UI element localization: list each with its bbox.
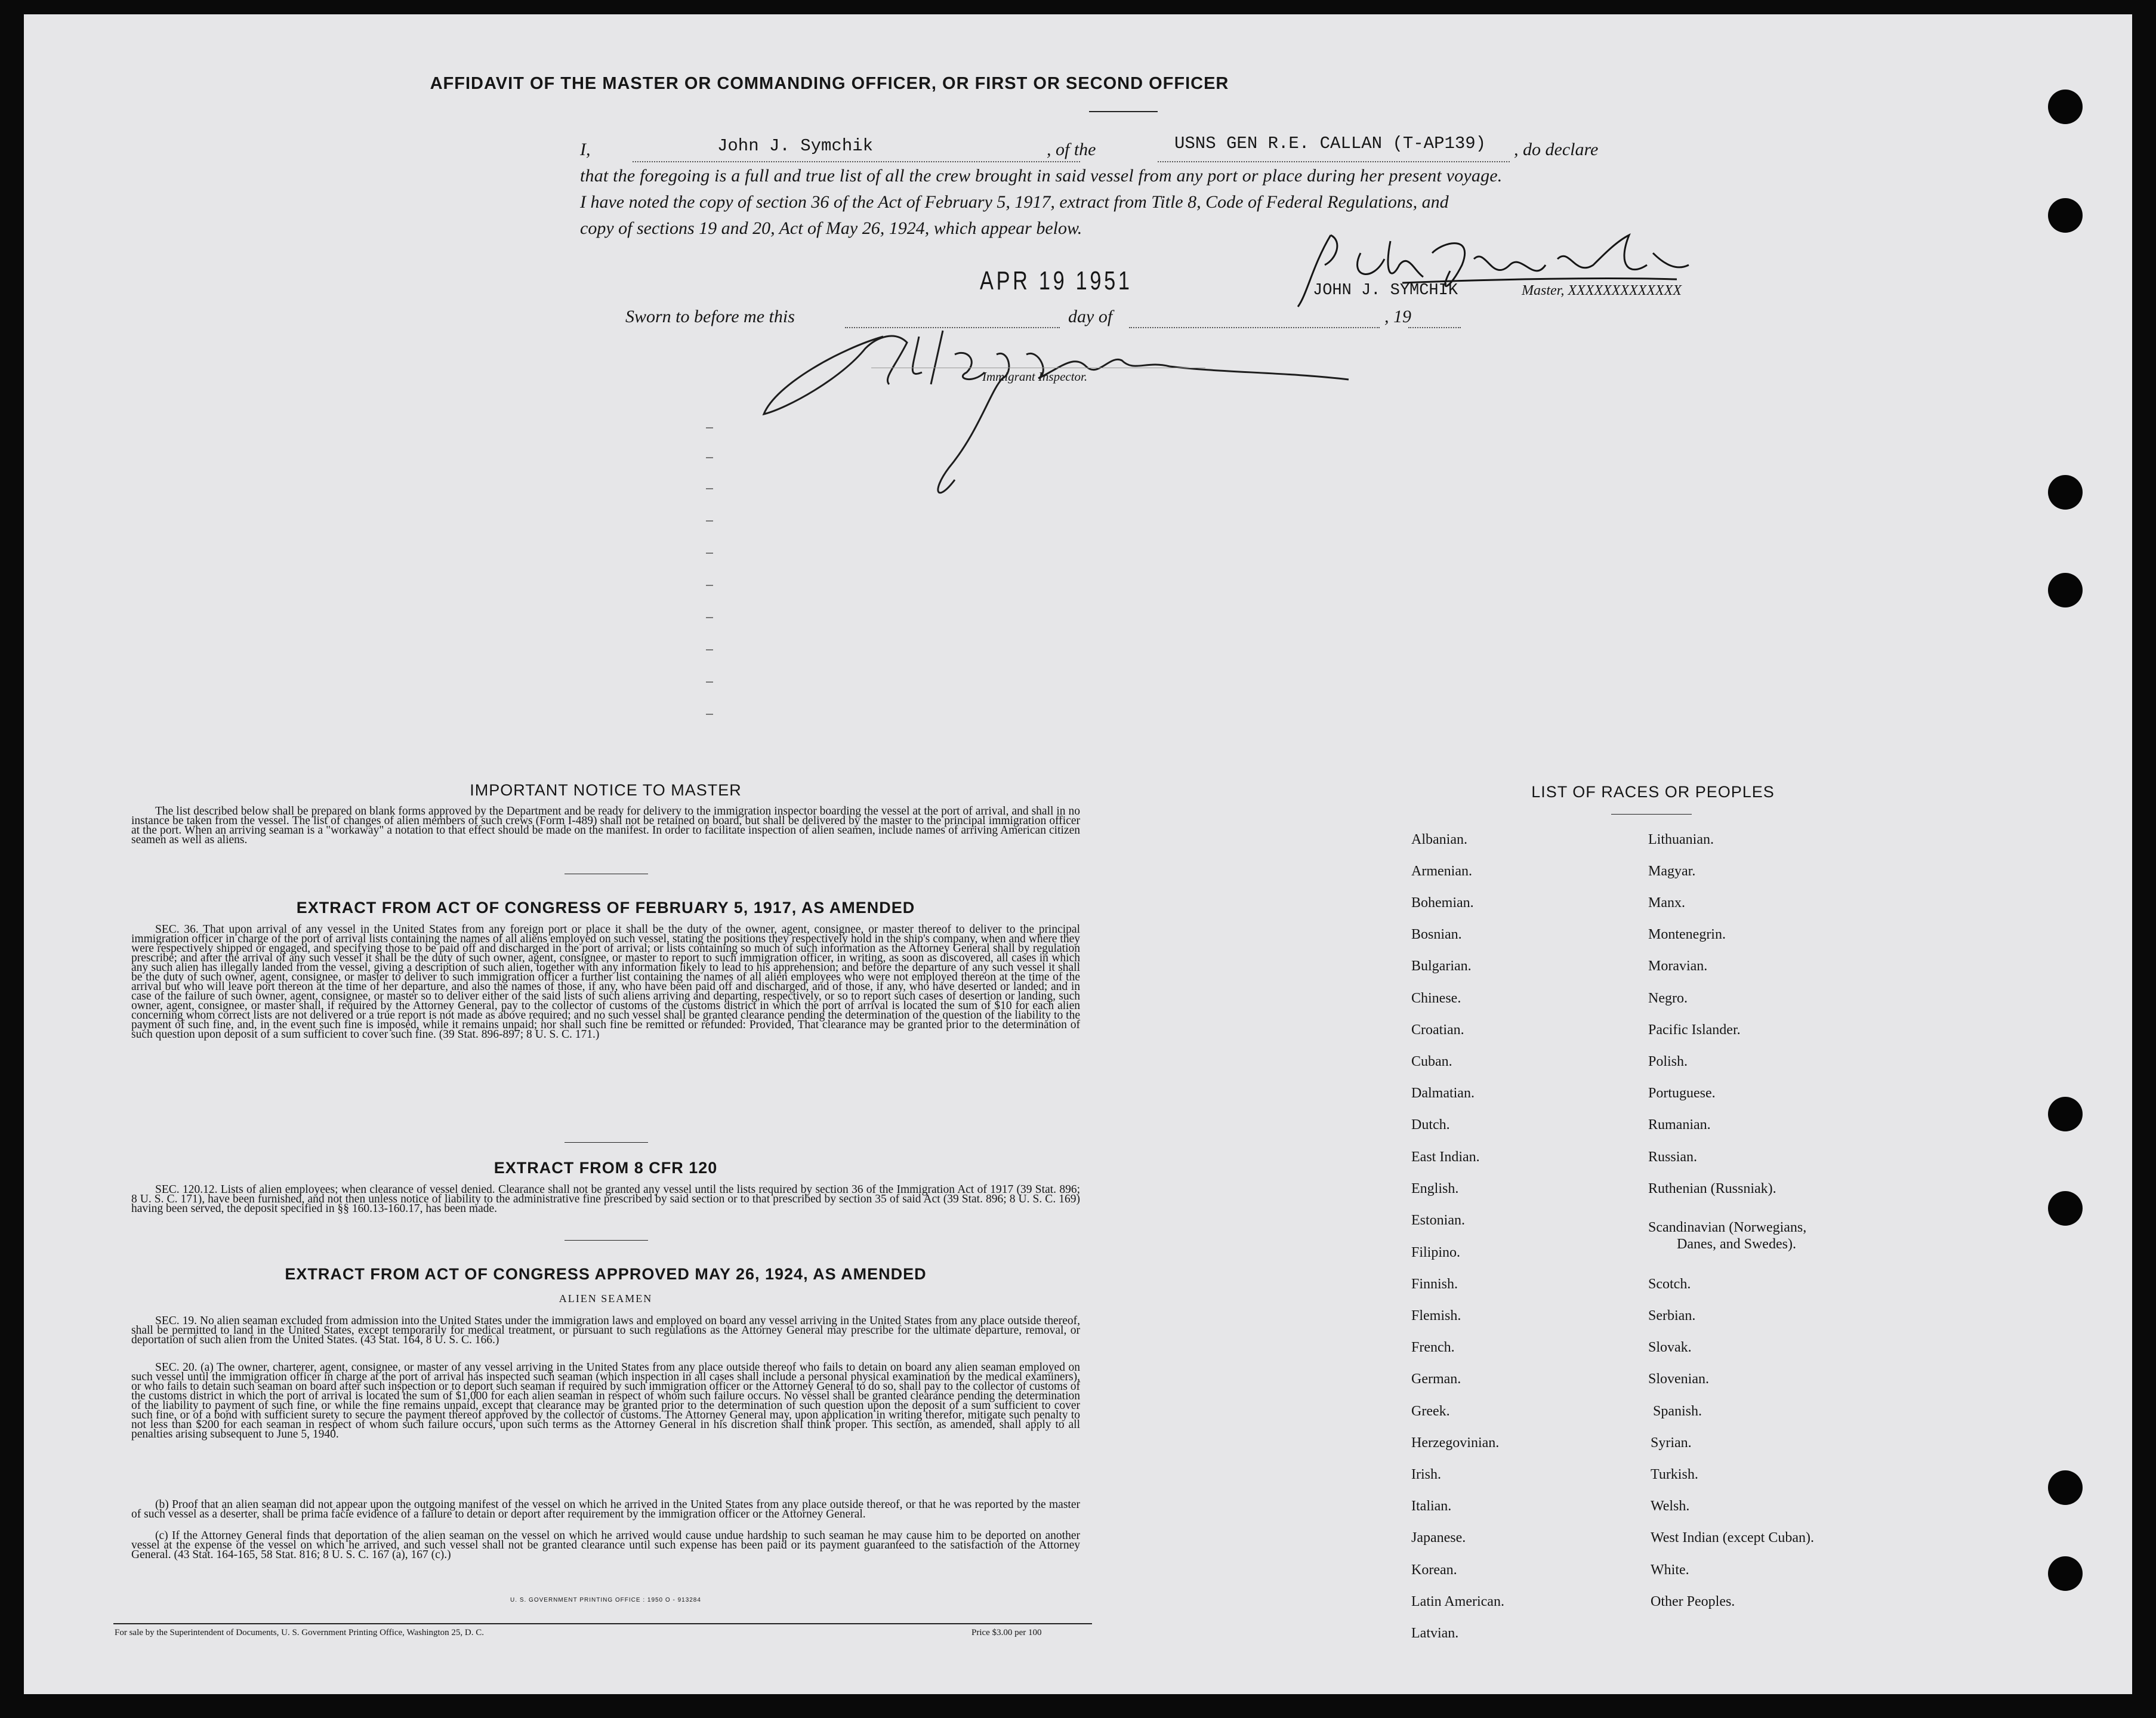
race-item: Bosnian. xyxy=(1411,927,1462,942)
sworn-year-label: , 19 xyxy=(1384,307,1411,326)
alien-seamen-subtitle: ALIEN SEAMEN xyxy=(559,1293,653,1304)
extract-cfr-title: EXTRACT FROM 8 CFR 120 xyxy=(493,1159,718,1177)
vessel-name: USNS GEN R.E. CALLAN (T-AP139) xyxy=(1174,134,1486,153)
footer-sale-text: For sale by the Superintendent of Documents, U. S. Government Printing Office, Washington 25, D. C. xyxy=(115,1628,484,1637)
race-item: Armenian. xyxy=(1411,863,1472,879)
race-item: Scotch. xyxy=(1648,1276,1691,1292)
race-item: Latin American. xyxy=(1411,1594,1504,1609)
race-item: East Indian. xyxy=(1411,1149,1480,1165)
binder-hole xyxy=(2048,1097,2083,1131)
line1-prefix: I, xyxy=(580,140,591,159)
dash-mark xyxy=(706,427,713,428)
races-title: LIST OF RACES OR PEOPLES xyxy=(1531,783,1775,801)
sec20b-body: (b) Proof that an alien seaman did not appear upon the outgoing manifest of the vessel on which he arrived in the United States from any place outside thereof, or that he was reported by the master of such vessel as a deserter, shall be prima facie evidence of a failure to detain or deport after requirement by the immigration officer or the Attorney General. xyxy=(131,1498,1080,1520)
race-item: Greek. xyxy=(1411,1404,1450,1419)
sec19-body: SEC. 19. No alien seaman excluded from admission into the United States under the immigration laws and employed on board any vessel arriving in the United States from any place outside thereof, shall be permitted to land in the United States, except temporarily for medical treatment, or pursuant to such regulations as the Attorney General may prescribe for the ultimate departure, removal, or deportation of such alien from the United States. (43 Stat. 164, 8 U. S. C. 166.) xyxy=(131,1315,1080,1346)
form-page xyxy=(24,14,2132,1694)
binder-hole xyxy=(2048,475,2083,510)
race-item: Manx. xyxy=(1648,895,1685,911)
extract-1917-title: EXTRACT FROM ACT OF CONGRESS OF FEBRUARY 5, 1917, AS AMENDED xyxy=(296,899,915,917)
race-item: Flemish. xyxy=(1411,1308,1461,1324)
dash-mark xyxy=(706,520,713,522)
title-rule xyxy=(1089,111,1158,112)
typed-signer-name: JOHN J. SYMCHIK xyxy=(1313,282,1458,300)
race-item: Irish. xyxy=(1411,1467,1441,1482)
footer-rule xyxy=(113,1623,1092,1624)
affidavit-line-4: copy of sections 19 and 20, Act of May 26, 1924, which appear below. xyxy=(580,218,1082,238)
dash-mark xyxy=(706,617,713,618)
race-item: Croatian. xyxy=(1411,1022,1464,1038)
dash-mark xyxy=(706,488,713,489)
race-item: Montenegrin. xyxy=(1648,927,1726,942)
race-item: French. xyxy=(1411,1340,1455,1355)
line1-suffix: , do declare xyxy=(1514,140,1599,159)
extract-1924-title: EXTRACT FROM ACT OF CONGRESS APPROVED MAY 26, 1924, AS AMENDED xyxy=(285,1265,927,1283)
race-item: Filipino. xyxy=(1411,1245,1461,1260)
race-item: English. xyxy=(1411,1181,1459,1196)
race-item: Dutch. xyxy=(1411,1117,1450,1133)
race-item: Spanish. xyxy=(1653,1404,1702,1419)
officer-name: John J. Symchik xyxy=(717,136,874,156)
race-item: Bulgarian. xyxy=(1411,958,1472,974)
sec20a-body: SEC. 20. (a) The owner, charterer, agent, consignee, or master of any vessel arriving in the United States from any place outside thereof who fails to detain on board any alien seaman employed on such vessel until the immigration officer in charge at the port of arrival has inspected such seaman (which inspection in all cases shall include a personal physical examination by the medical examiners), or who fails to detain such seaman on board after such inspection or to deport such seaman if required by such immigration officer or the Attorney General to do so, shall pay to the collector of customs of the customs district in which the port of arrival is located the sum of $1,000 for each alien seaman in respect of whom such failure occurs. No vessel shall be granted clearance pending the determination of the liability to payment of such fine, or while the fine remains unpaid, except that clearance may be granted prior to the determination of such question upon the deposit of a sum sufficient to cover such fine, or of a bond with sufficient surety to secure the payment thereof approved by the collector of customs. The Attorney General may, upon application in writing therefor, mitigate such penalty to not less than $200 for each seaman in respect of whom such failure occurs, upon such terms as the Attorney General in his discretion shall think proper. This section, as amended, shall apply to all penalties arising subsequent to June 5, 1940. xyxy=(131,1361,1080,1441)
binder-hole xyxy=(2048,1556,2083,1591)
master-title-label: Master, XXXXXXXXXXXXX xyxy=(1522,283,1682,298)
dash-mark xyxy=(706,714,713,715)
dash-mark xyxy=(706,553,713,554)
extract-cfr-body: SEC. 120.12. Lists of alien employees; when clearance of vessel denied. Clearance shall not be granted any vessel until the lists required by section 36 of the Immigration Act of 1917 (39 Stat. 896; 8 U. S. C. 171), have been furnished, and not then unless notice of liability to the administrative fine prescribed by said section or to that prescribed by section 35 of said Act (39 Stat. 896; 8 U. S. C. 169) having been served, the deposit specified in §§ 160.13-160.17, has been made. xyxy=(131,1183,1080,1215)
race-item: Slovak. xyxy=(1648,1340,1692,1355)
race-item: Negro. xyxy=(1648,991,1688,1006)
year-blank xyxy=(1408,327,1461,328)
race-item: Serbian. xyxy=(1648,1308,1696,1324)
race-item: Turkish. xyxy=(1651,1467,1698,1482)
race-item: White. xyxy=(1651,1562,1689,1578)
race-item: Estonian. xyxy=(1411,1213,1465,1228)
extract-1917-body: SEC. 36. That upon arrival of any vessel in the United States from any foreign port or place it shall be the duty of the owner, agent, consignee, or master thereof to deliver to the principal immigration officer in charge of the port of arrival lists containing the names of all aliens employed on such vessel, stating the positions they respectively hold in the ship's company, when and where they were respectively shipped or engaged, and specifying those to be paid off and discharged in the port of arrival; or lists containing so much of such information as the Attorney General shall by regulation prescribe; and after the arrival of any such vessel it shall be the duty of such owner, agent, consignee, or master to report to such immigration officer, in writing, as soon as discovered, all cases in which any such alien has illegally landed from the vessel, giving a description of such alien, together with any information likely to lead to his apprehension; and before the departure of any such vessel it shall be the duty of such owner, agent, consignee, or master to deliver to such immigration officer a further list containing the names of all alien employees who were not employed thereon at the time of the arrival but who will leave port thereon at the time of her departure, and also the names of those, if any, who have been paid off and discharged, and of those, if any, who have deserted or landed; and in case of the failure of such owner, agent, consignee, or master so to deliver either of the said lists of such aliens arriving and departing, respectively, or so to report such cases of desertion or landing, such owner, agent, consignee, or master shall, if required by the Attorney General, pay to the collector of customs of the customs district in which the port of arrival is located the sum of $10 for each alien concerning whom correct lists are not delivered or a true report is not made as above required; and no such vessel shall be granted clearance pending the determination of the question of the liability to the payment of such fine, and, in the event such fine is imposed, while it remains unpaid; nor shall such fine be remitted or refunded: Provided, That clearance may be granted prior to the determination of such question upon deposit of a sum sufficient to cover such fine. (39 Stat. 896-897; 8 U. S. C. 171.) xyxy=(131,923,1080,1041)
race-item: Albanian. xyxy=(1411,832,1467,847)
dash-mark xyxy=(706,457,713,458)
race-item: Finnish. xyxy=(1411,1276,1458,1292)
name-blank xyxy=(633,161,1080,162)
binder-hole xyxy=(2048,198,2083,233)
sworn-day-label: day of xyxy=(1068,307,1113,326)
race-item: Herzegovinian. xyxy=(1411,1435,1500,1451)
inspector-label: Immigrant Inspector. xyxy=(982,369,1088,384)
race-item: Pacific Islander. xyxy=(1648,1022,1741,1038)
race-item: Bohemian. xyxy=(1411,895,1474,911)
affidavit-line-1 xyxy=(580,134,1705,160)
binder-hole xyxy=(2048,1470,2083,1505)
race-item: Welsh. xyxy=(1651,1498,1690,1514)
race-item: Korean. xyxy=(1411,1562,1457,1578)
race-item: Other Peoples. xyxy=(1651,1594,1735,1609)
sworn-prefix: Sworn to before me this xyxy=(625,307,795,326)
vessel-blank xyxy=(1158,161,1510,162)
race-item: Russian. xyxy=(1648,1149,1698,1165)
race-item: Portuguese. xyxy=(1648,1085,1716,1101)
race-item: Latvian. xyxy=(1411,1626,1459,1641)
race-item: Polish. xyxy=(1648,1054,1688,1069)
race-item: Scandinavian (Norwegians, xyxy=(1648,1220,1807,1235)
race-item: Cuban. xyxy=(1411,1054,1452,1069)
race-item: Magyar. xyxy=(1648,863,1696,879)
dash-mark xyxy=(706,585,713,586)
race-item: Chinese. xyxy=(1411,991,1461,1006)
notice-body: The list described below shall be prepared on blank forms approved by the Department and be ready for delivery to the immigration inspector boarding the vessel at the port of arrival, and shall in no instance be taken from the vessel. The list of changes of alien members of such crews (Form I-489) shall not be retained on board, but shall be delivered by the master to the principal immigration officer at the port. When an arriving seaman is a "workaway" a notation to that effect should be made on the manifest. In order to facilitate inspection of alien seamen, include names of arriving American citizen seamen as well as aliens. xyxy=(131,805,1080,846)
race-item: Dalmatian. xyxy=(1411,1085,1475,1101)
race-item: Italian. xyxy=(1411,1498,1452,1514)
dash-mark xyxy=(706,649,713,650)
affidavit-title: AFFIDAVIT OF THE MASTER OR COMMANDING OFFICER, OR FIRST OR SECOND OFFICER xyxy=(430,74,1229,93)
race-item: Ruthenian (Russniak). xyxy=(1648,1181,1776,1196)
dash-mark xyxy=(706,681,713,683)
binder-hole xyxy=(2048,1191,2083,1226)
affidavit-line-3: I have noted the copy of section 36 of the Act of February 5, 1917, extract from Title 8, Code of Federal Regulations, and xyxy=(580,192,1449,212)
race-item: German. xyxy=(1411,1371,1461,1387)
line1-of: , of the xyxy=(1047,140,1096,159)
race-item: Moravian. xyxy=(1648,958,1708,974)
race-item: Lithuanian. xyxy=(1648,832,1714,847)
notice-title: IMPORTANT NOTICE TO MASTER xyxy=(470,781,742,799)
date-stamp: APR 19 1951 xyxy=(980,266,1133,295)
affidavit-line-2: that the foregoing is a full and true list of all the crew brought in said vessel from any port or place during her present voyage. xyxy=(580,166,1503,186)
extract-cfr-rule xyxy=(565,1240,648,1241)
sec20c-body: (c) If the Attorney General finds that deportation of the alien seaman on the vessel on which he arrived would cause undue hardship to such seaman he may cause him to be deported on another vessel at the expense of the vessel on which he arrived, and such vessel shall not be granted clearance until such expense has been paid or its payment guaranteed to the satisfaction of the Attorney General. (43 Stat. 164-165, 58 Stat. 816; 8 U. S. C. 167 (a), 167 (c).) xyxy=(131,1529,1080,1561)
extract-1917-rule xyxy=(565,1142,648,1143)
race-item: Syrian. xyxy=(1651,1435,1692,1451)
gpo-imprint: U. S. GOVERNMENT PRINTING OFFICE : 1950 O - 913284 xyxy=(510,1597,701,1603)
race-item: Slovenian. xyxy=(1648,1371,1709,1387)
master-signature xyxy=(1295,229,1707,313)
races-rule xyxy=(1611,814,1692,815)
race-item: West Indian (except Cuban). xyxy=(1651,1530,1814,1546)
race-item: Rumanian. xyxy=(1648,1117,1711,1133)
binder-hole xyxy=(2048,90,2083,124)
inspector-signature xyxy=(752,313,1408,504)
race-item: Japanese. xyxy=(1411,1530,1466,1546)
race-item: Danes, and Swedes). xyxy=(1677,1236,1796,1252)
binder-hole xyxy=(2048,573,2083,607)
footer-price: Price $3.00 per 100 xyxy=(971,1628,1042,1637)
